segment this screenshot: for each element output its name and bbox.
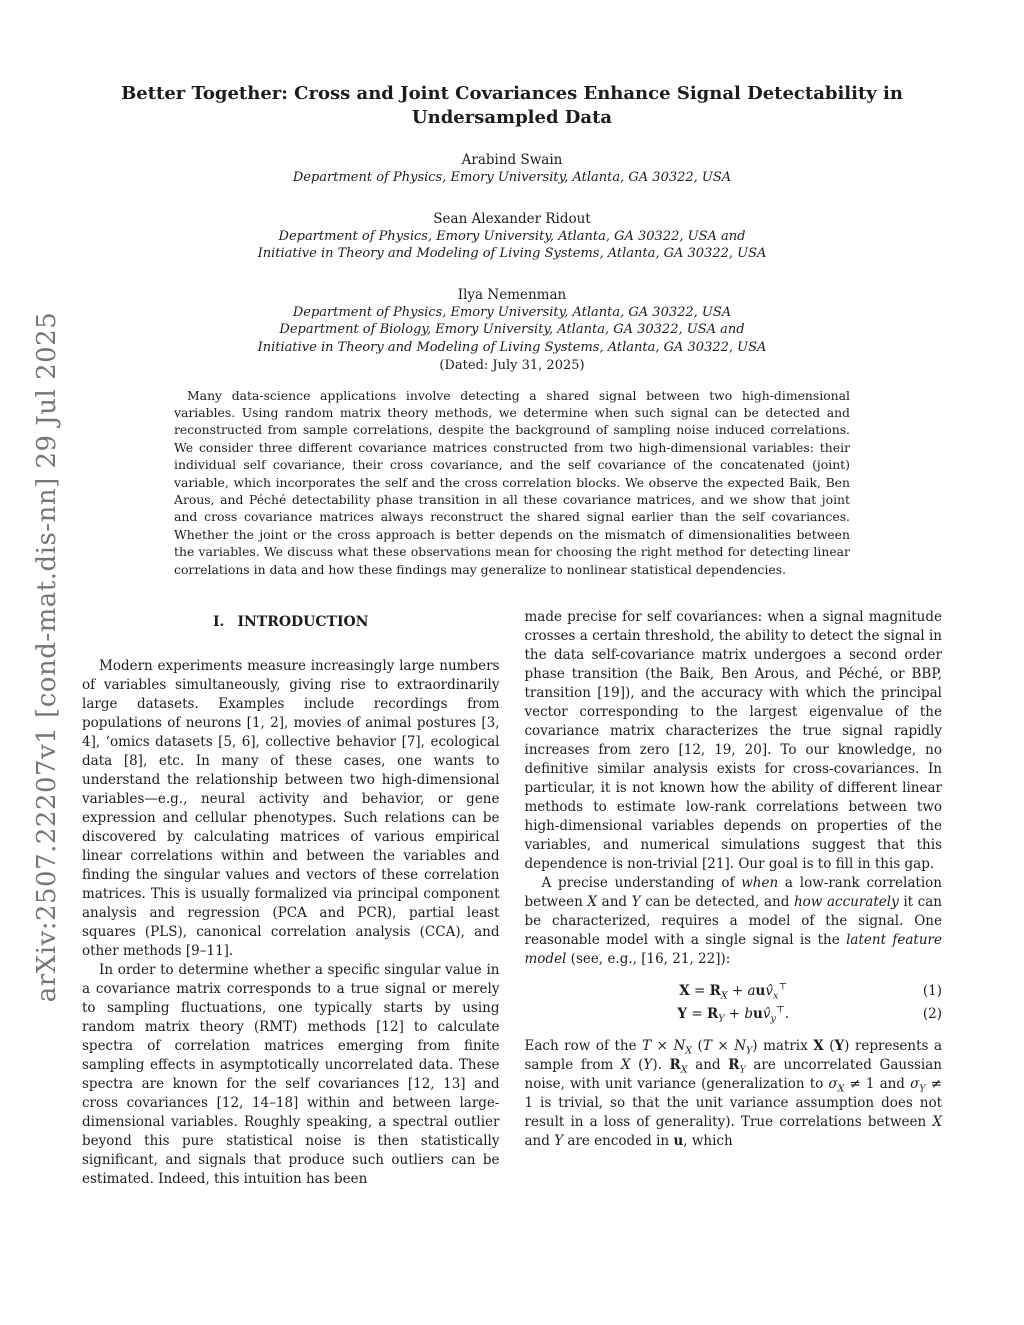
section-heading-introduction xyxy=(82,614,500,630)
two-column-body xyxy=(82,608,942,1189)
body-paragraph: made precise for self covariances: when a signal magnitude crosses a certain threshold, the ability to detect the signal in the data self-covariance matrix undergoes a second order phase transition (the Baik, Ben Arous, and Péché, or BBP, transition [19]), and the accuracy with which the principal vector corresponding to the largest eigenvalue of the covariance matrix characterizes the true signal rapidly increases from zero [12, 19, 20]. To our knowledge, no definitive similar analysis exists for cross-covariances. In particular, it is not known how the ability of different linear methods to estimate low-rank correlations between two high-dimensional variables depends on properties of the variables, and numerical simulations suggest that this dependence is non-trivial [21]. Our goal is to fill in this gap. xyxy=(524,608,942,872)
equation-2 xyxy=(525,1005,943,1024)
abstract: Many data-science applications involve detecting a shared signal between two high-dimensional variables. Using random matrix theory methods, we determine when such signal can be detected and reconstructed from sample correlations, despite the background of sampling noise induced correlations. We consider three different covariance matrices constructed from two high-dimensional variables: their individual self covariance, their cross covariance, and the self covariance of the concatenated (joint) variable, which incorporates the self and the cross correlation blocks. We observe the expected Baik, Ben Arous, and Péché detectability phase transition in all these covariance matrices, and we show that joint and cross covariance matrices always reconstruct the shared signal earlier than the self covariances. Whether the joint or the cross approach is better depends on the mismatch of dimensionalities between the variables. We discuss what these observations mean for choosing the right method for detecting linear correlations in data and how these findings may generalize to nonlinear statistical dependencies. xyxy=(174,387,850,577)
author-affiliation: Department of Physics, Emory University, Atlanta, GA 30322, USA xyxy=(292,304,732,320)
section-title: INTRODUCTION xyxy=(237,613,369,630)
author-name: Ilya Nemenman xyxy=(457,286,567,303)
body-paragraph: In order to determine whether a specific singular value in a covariance matrix corresponds to a true signal or merely to sampling fluctuations, one typically starts by using random matrix theory (RMT) methods [12] to calculate spectra of correlation matrices emerging from finite sampling effects in asymptotically uncorrelated data. These spectra are known for the self covariances [12, 13] and cross covariances [12, 14–18] within and between large-dimensional variables. Roughly speaking, a spectral outlier beyond this pure statistical noise is then statistically significant, and signals that produce such outliers can be estimated. Indeed, this intuition has been xyxy=(82,961,500,1187)
left-column xyxy=(82,608,500,1189)
author-block xyxy=(0,210,1024,263)
right-column xyxy=(525,608,943,1189)
author-affiliation: Department of Physics, Emory University, Atlanta, GA 30322, USA xyxy=(292,170,732,185)
author-affiliation: Initiative in Theory and Modeling of Living Systems, Atlanta, GA 30322, USA xyxy=(257,339,767,355)
author-affiliation: Department of Biology, Emory University, Atlanta, GA 30322, USA and xyxy=(279,322,745,337)
author-name: Sean Alexander Ridout xyxy=(433,210,591,227)
author-affiliation: Initiative in Theory and Modeling of Living Systems, Atlanta, GA 30322, USA xyxy=(257,246,767,261)
body-paragraph: Each row of the $T \times N_X$ $(T \times N_Y)$ matrix X (Y) represents a sample from X (Y). $R_X$ and $R_Y$ are uncorrelated Gaussian noise, with unit variance (generalization to $\sigma_X \ne 1$ and $\sigma_Y \ne 1$ is trivial, so that the unit variance assumption does not result in a loss of generality). True correlations between X and Y are encoded in u, which xyxy=(524,1037,943,1149)
author-block xyxy=(0,151,1024,187)
equation-1 xyxy=(525,982,943,1001)
equation-block xyxy=(525,982,943,1024)
equation-1-number: (1) xyxy=(922,982,942,999)
section-number: I. xyxy=(213,613,225,630)
authors-section xyxy=(0,151,1024,375)
author-name: Arabind Swain xyxy=(461,152,563,168)
arxiv-watermark: arXiv:2507.22207v1 [cond-mat.dis-nn] 29 Jul 2025 xyxy=(32,311,62,1003)
paper-title: Better Together: Cross and Joint Covariances Enhance Signal Detectability in Undersampled Data xyxy=(121,83,903,128)
equation-1-formula: $X = R_X$ + $auv̂_x^⊤$ xyxy=(679,981,788,1002)
body-paragraph: Modern experiments measure increasingly large numbers of variables simultaneously, giving rise to extraordinarily large datasets. Examples include recordings from populations of neurons [1, 2], movies of animal postures [3, 4], ‘omics datasets [5, 6], collective behavior [7], ecological data [8], etc. In many of these cases, one wants to understand the relationship between two high-dimensional variables—e.g., neural activity and behavior, or gene expression and cellular phenotypes. Such relations can be discovered by calculating matrices of various empirical linear correlations within and between the variables and finding the singular values and vectors of these correlation matrices. This is usually formalized via principal component analysis and regression (PCA and PCR), partial least squares (PLS), canonical correlation analysis (CCA), and other methods [9–11]. xyxy=(82,657,500,959)
body-paragraph: A precise understanding of when a low-rank correlation between X and Y can be detected, and how accurately it can be characterized, requires a model of the signal. One reasonable model with a single signal is the latent feature model (see, e.g., [16, 21, 22]): xyxy=(524,874,943,967)
author-block xyxy=(0,286,1024,357)
author-affiliation: Department of Physics, Emory University, Atlanta, GA 30322, USA and xyxy=(278,228,746,244)
equation-2-number: (2) xyxy=(922,1005,942,1022)
dated-line: (Dated: July 31, 2025) xyxy=(439,358,585,373)
equation-2-formula: $Y = R_Y$ + $buv̂_y^⊤$. xyxy=(677,1004,790,1025)
